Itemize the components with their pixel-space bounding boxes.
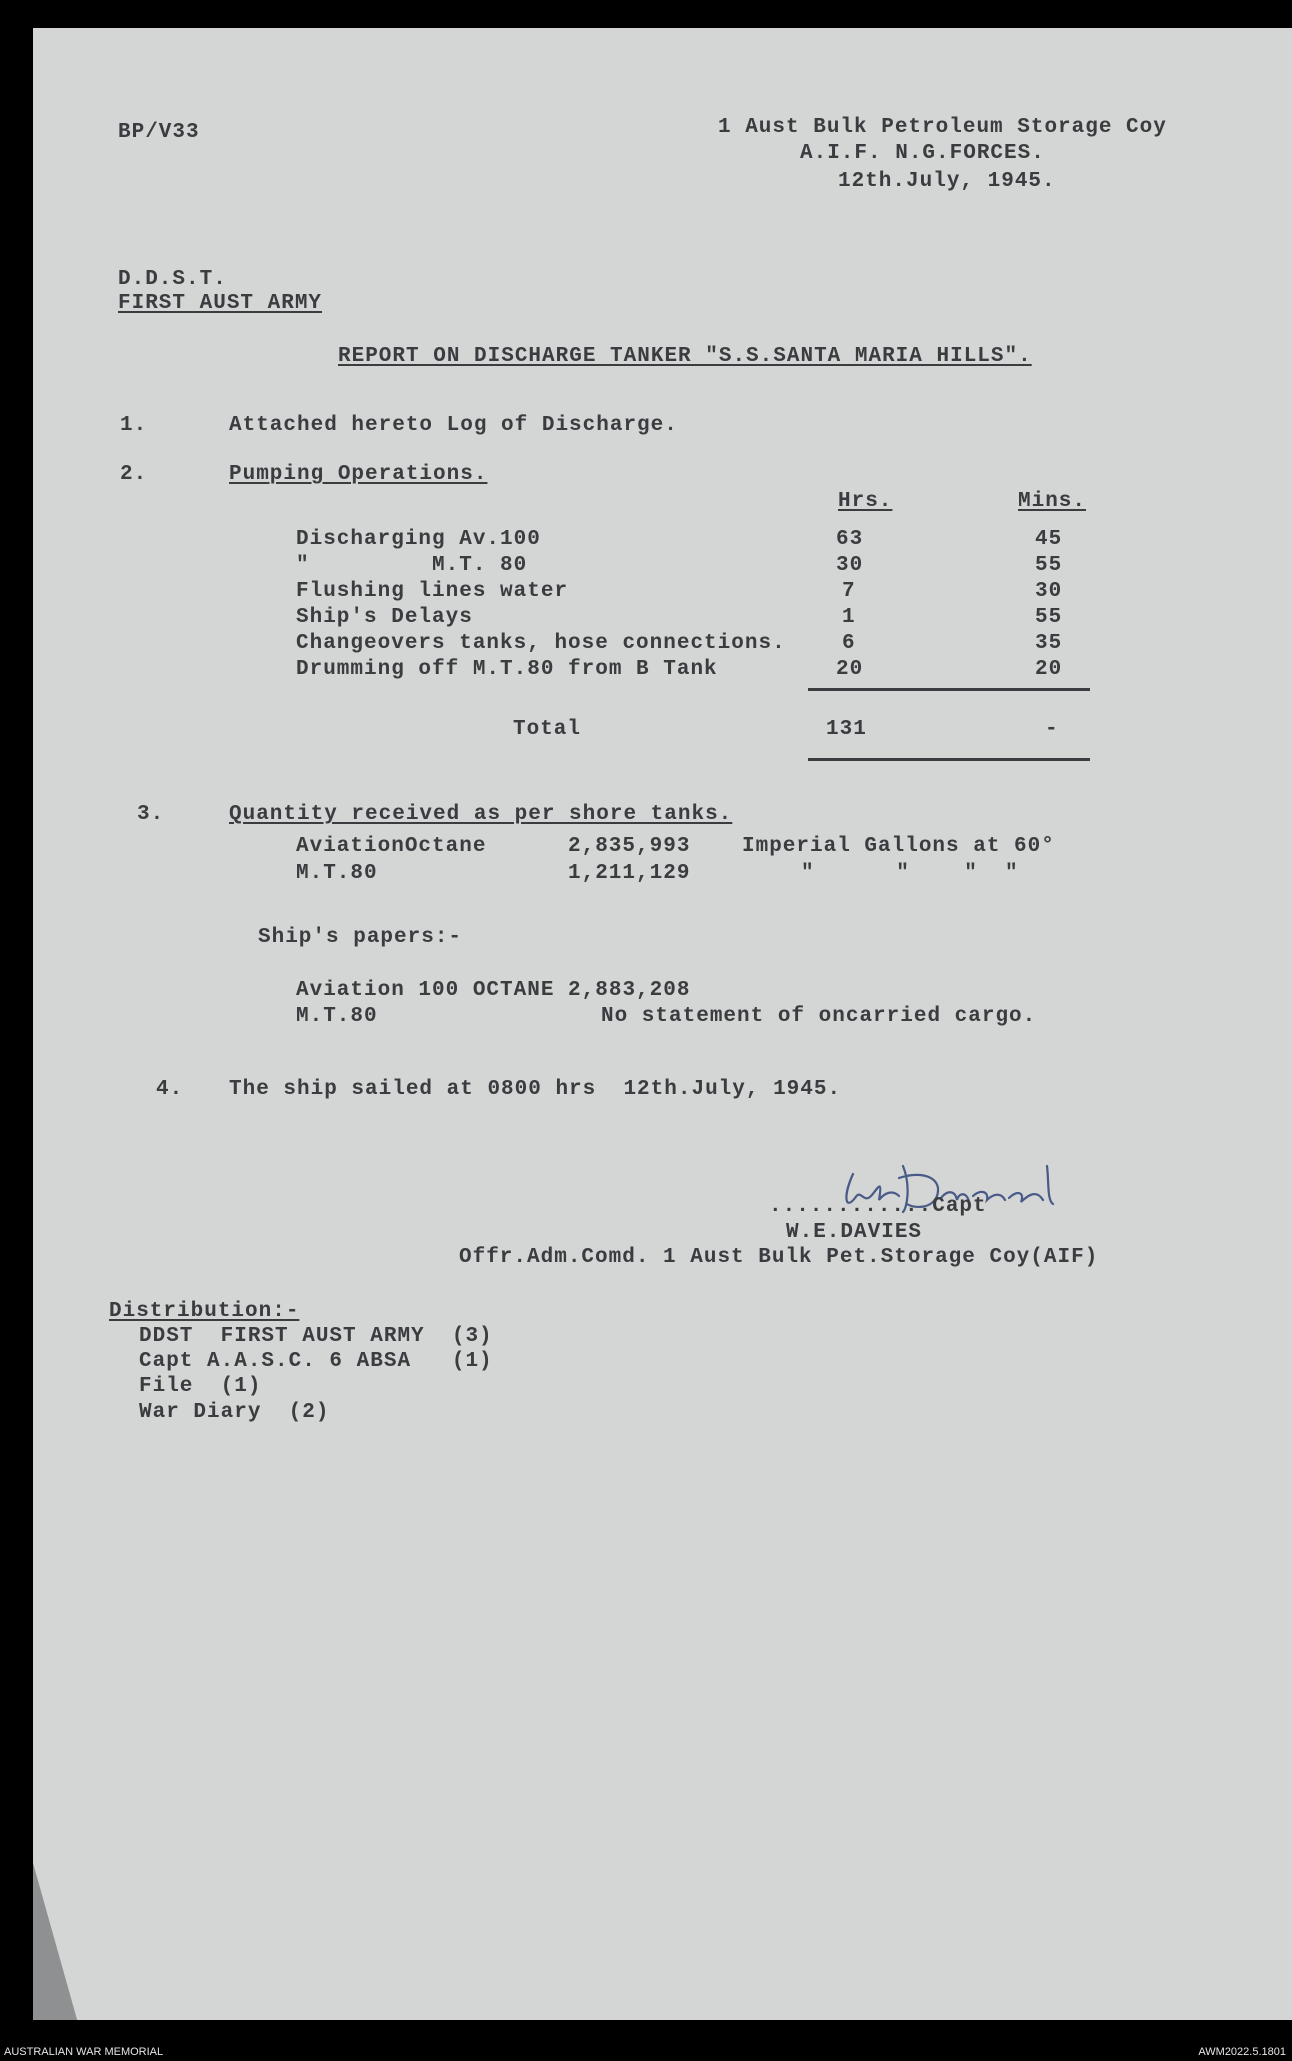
pumping-heading: Pumping Operations.: [229, 463, 488, 486]
item-4-text: The ship sailed at 0800 hrs 12th.July, 1945.: [229, 1078, 842, 1101]
hrs-column-header: Hrs.: [838, 490, 893, 513]
item-3-number: 3.: [137, 803, 165, 826]
row-mins: 35: [1035, 632, 1063, 655]
mt80-label: M.T.80: [296, 862, 378, 885]
aviation-label: AviationOctane: [296, 835, 487, 858]
distribution-item: Capt A.A.S.C. 6 ABSA (1): [139, 1350, 493, 1373]
signatory-name: W.E.DAVIES: [786, 1221, 923, 1244]
ships-papers-heading: Ship's papers:-: [258, 926, 463, 949]
total-hrs: 131: [826, 718, 867, 741]
addressee-line-1: D.D.S.T.: [118, 268, 227, 291]
row-hrs: 20: [836, 658, 864, 681]
document-page: [33, 28, 1292, 2020]
reference-number: BP/V33: [118, 121, 200, 144]
row-label: Changeovers tanks, hose connections.: [296, 632, 786, 655]
signature-line: ............Capt: [769, 1195, 987, 1218]
row-label: Drumming off M.T.80 from B Tank: [296, 658, 718, 681]
row-label: " M.T. 80: [296, 554, 528, 577]
total-rule: [808, 758, 1090, 761]
row-mins: 55: [1035, 606, 1063, 629]
row-label: Discharging Av.100: [296, 528, 541, 551]
row-hrs: 7: [842, 580, 856, 603]
mt80-quantity: 1,211,129: [568, 862, 691, 885]
aviation-quantity: 2,835,993: [568, 835, 691, 858]
signatory-title: Offr.Adm.Comd. 1 Aust Bulk Pet.Storage Coy(AIF): [459, 1246, 1099, 1269]
row-mins: 45: [1035, 528, 1063, 551]
distribution-item: DDST FIRST AUST ARMY (3): [139, 1325, 493, 1348]
aviation-unit: Imperial Gallons at 60°: [742, 835, 1055, 858]
distribution-item: War Diary (2): [139, 1401, 330, 1424]
addressee-line-2: FIRST AUST ARMY: [118, 292, 323, 315]
footer-archive-name: AUSTRALIAN WAR MEMORIAL: [4, 2046, 164, 2058]
force-line: A.I.F. N.G.FORCES.: [800, 142, 1045, 165]
mins-column-header: Mins.: [1018, 490, 1087, 513]
row-label: Flushing lines water: [296, 580, 569, 603]
row-hrs: 1: [842, 606, 856, 629]
item-1-text: Attached hereto Log of Discharge.: [229, 414, 678, 437]
footer-item-id: AWM2022.5.1801: [1198, 2046, 1286, 2058]
folded-corner: [33, 1863, 78, 2020]
row-label: Ship's Delays: [296, 606, 473, 629]
row-mins: 55: [1035, 554, 1063, 577]
total-label: Total: [513, 718, 582, 741]
row-hrs: 30: [836, 554, 864, 577]
papers-aviation: Aviation 100 OCTANE 2,883,208: [296, 979, 691, 1002]
item-4-number: 4.: [156, 1078, 184, 1101]
item-1-number: 1.: [120, 414, 148, 437]
distribution-item: File (1): [139, 1375, 262, 1398]
report-title: REPORT ON DISCHARGE TANKER "S.S.SANTA MARIA HILLS".: [338, 345, 1032, 368]
subtotal-rule: [808, 688, 1090, 691]
papers-mt80-text: No statement of oncarried cargo.: [601, 1005, 1037, 1028]
item-2-number: 2.: [120, 463, 148, 486]
papers-mt80-label: M.T.80: [296, 1005, 378, 1028]
row-hrs: 63: [836, 528, 864, 551]
distribution-heading: Distribution:-: [109, 1300, 300, 1323]
letter-date: 12th.July, 1945.: [838, 170, 1056, 193]
quantity-heading: Quantity received as per shore tanks.: [229, 803, 733, 826]
unit-name: 1 Aust Bulk Petroleum Storage Coy: [718, 116, 1167, 139]
total-mins: -: [1045, 718, 1059, 741]
row-mins: 20: [1035, 658, 1063, 681]
ditto-marks: " " " ": [801, 862, 1019, 885]
row-mins: 30: [1035, 580, 1063, 603]
row-hrs: 6: [842, 632, 856, 655]
